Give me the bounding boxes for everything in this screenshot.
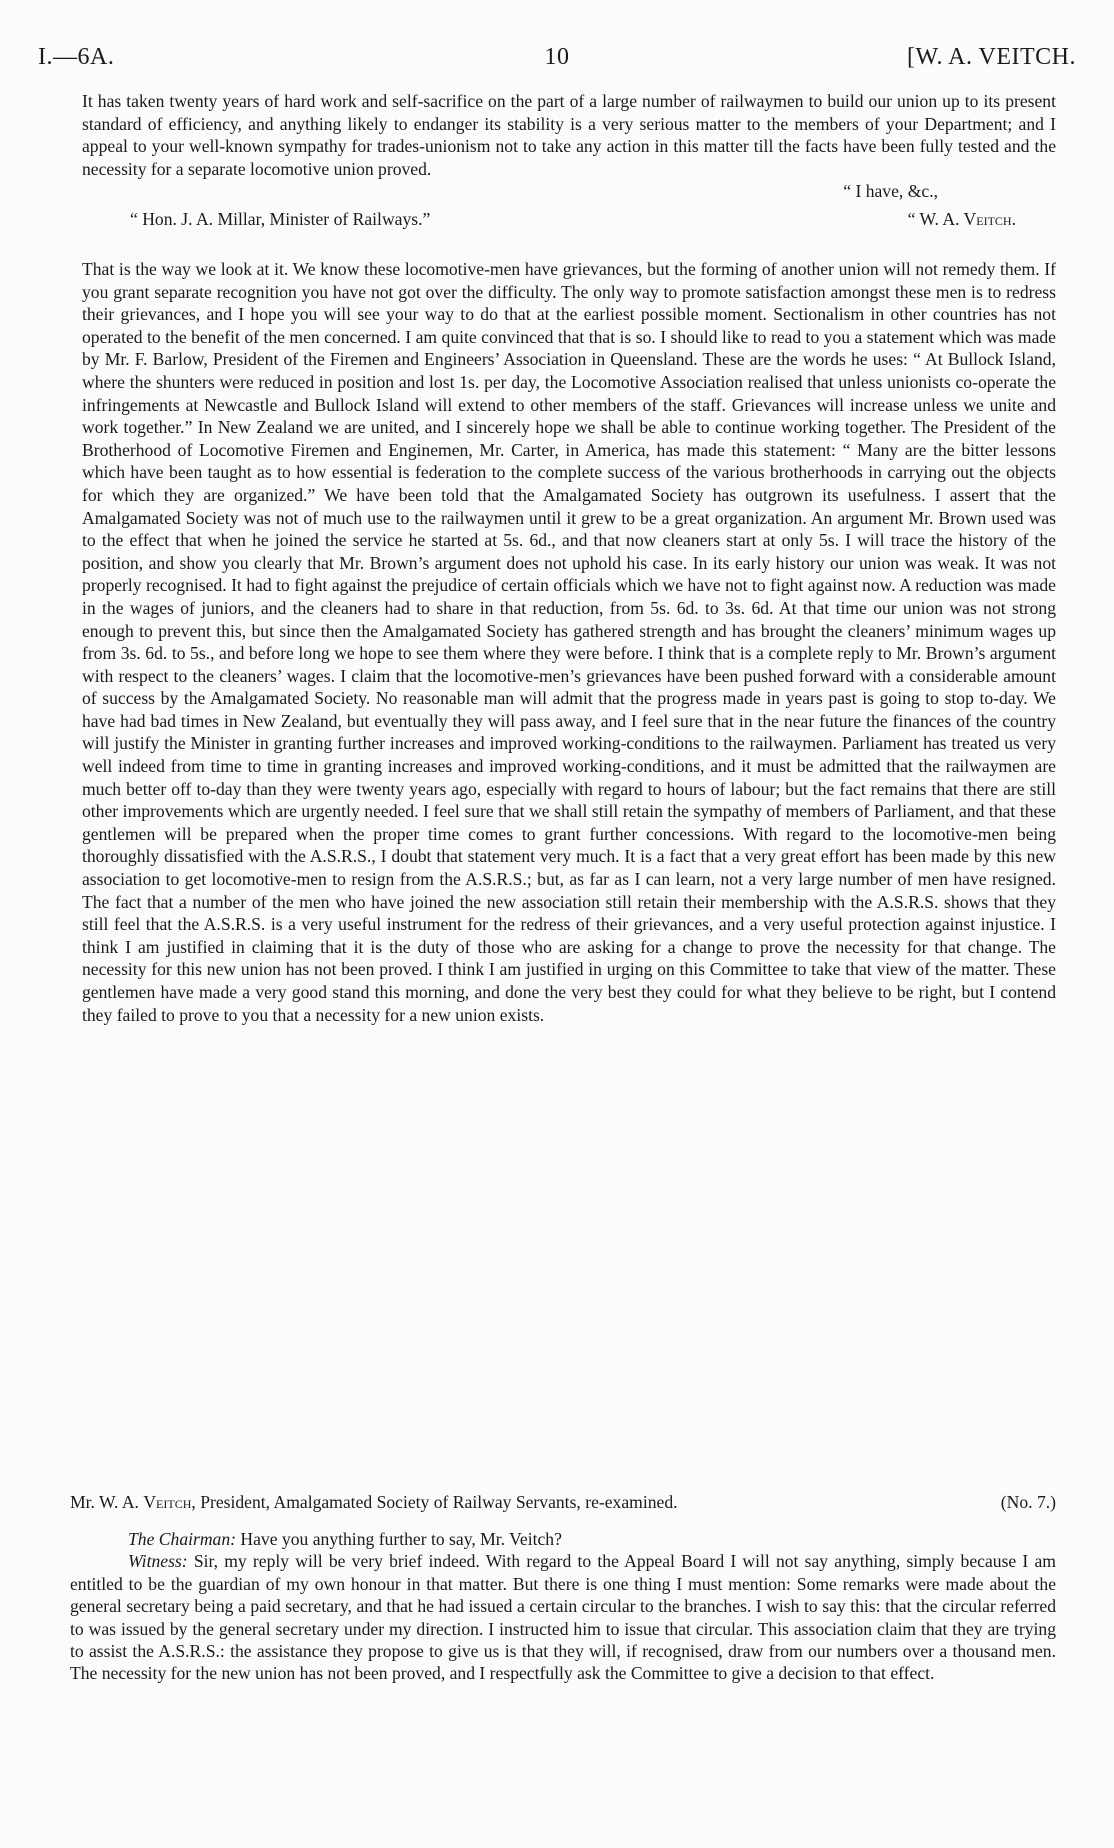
letter-signer: “ W. A. Veitch. [907,209,1016,230]
witness-heading [70,1491,1056,1513]
witness-answer-text: Sir, my reply will be very brief indeed. With regard to the Appeal Board I will not say anything, simply because I am entitled to be the guardian of my own honour in that matter. But there is one thing I must mention: Some remarks were made about the general secretary being a paid secretary, and that he had issued a certain circular to the branches. I wish to say this: that the circular referred to was issued by the general secretary under my direction. I instructed him to issue that circular. This association claim that they are trying to assist the A.S.R.S.: the assistance they propose to give us is that they will, if recognised, draw from our numbers over a thousand men. The necessity for the new union has not been proved, and I respectfully ask the Committee to give a decision to that effect. [70,1551,1056,1684]
statement-paragraph: That is the way we look at it. We know these locomotive-men have grievances, but the forming of another union will not remedy them. If you grant separate recognition you have not got over the difficulty. The only way to promote satisfaction amongst these men is to redress their grievances, and I hope you will see your way to do that at the earliest possible moment. Sectionalism in other countries has not operated to the benefit of the men concerned. I am quite convinced that that is so. I should like to read to you a statement which was made by Mr. F. Barlow, President of the Firemen and Engineers’ Association in Queensland. These are the words he uses: “ At Bullock Island, where the shunters were reduced in position and lost 1s. per day, the Locomotive Association realised that unless unionists co-operate the infringements at Newcastle and Bullock Island will extend to other members of the staff. Grievances will increase unless we unite and work together.” In New Zealand we are united, and I sincerely hope we shall be able to continue working together. The President of the Brotherhood of Locomotive Firemen and Enginemen, Mr. Carter, in America, has made this statement: “ Many are the bitter lessons which have been taught as to how essential is federation to the complete success of the various brotherhoods in carrying out the objects for which they are organized.” We have been told that the Amalgamated Society has outgrown its usefulness. I assert that the Amalgamated Society was not of much use to the railwaymen until it grew to be a great organization. An argument Mr. Brown used was to the effect that when he joined the service he started at 5s. 6d., and that now cleaners start at only 5s. I will trace the history of the position, and show you clearly that Mr. Brown’s argument does not uphold his case. In its early history our union was weak. It was not properly recognised. It had to fight against the prejudice of certain officials which we have not to fight against now. A reduction was made in the wages of juniors, and the cleaners had to share in that reduction, from 5s. 6d. to 3s. 6d. At that time our union was not strong enough to prevent this, but since then the Amalgamated Society has gathered strength and has brought the cleaners’ minimum wages up from 3s. 6d. to 5s., and before long we hope to see them where they were before. I think that is a complete reply to Mr. Brown’s argument with respect to the cleaners’ wages. I claim that the locomotive-men’s grievances have been pushed forward with a considerable amount of success by the Amalgamated Society. No reasonable man will admit that the progress made in years past is going to stop to-day. We have had bad times in New Zealand, but eventually they will pass away, and I feel sure that in the near future the finances of the country will justify the Minister in granting further increases and improved working-conditions to the railwaymen. Parliament has treated us very well indeed from time to time in granting increases and improved working-conditions, and it must be admitted that the railwaymen are much better off to-day than they were twenty years ago, especially with regard to hours of labour; but the fact remains that there are still other improvements which are urgently needed. I feel sure that we shall still retain the sympathy of members of Parliament, and that these gentlemen will be prepared when the proper time comes to grant further concessions. With regard to the locomotive-men being thoroughly dissatisfied with the A.S.R.S., I doubt that statement very much. It is a fact that a very great effort has been made by this new association to get locomotive-men to resign from the A.S.R.S.; but, as far as I can learn, not a very large number of men have resigned. The fact that a number of the men who have joined the new association still retain their membership with the A.S.R.S. shows that they still feel that the A.S.R.S. is a very useful instrument for the redress of their grievances, and a very useful protection against injustice. I think I am justified in claiming that it is the duty of those who are asking for a change to prove the necessity for that change. The necessity for this new union has not been proved. I think I am justified in urging on this Committee to take that view of the matter. These gentlemen have made a very good stand this morning, and done the very best they could for what they believe to be right, but I contend they failed to prove to you that a necessity for a new union exists. [82,259,1056,1025]
chairman-question-text: Have you anything further to say, Mr. Veitch? [236,1529,562,1549]
witness-label: Witness: [128,1551,188,1572]
statement-block [82,258,1056,1026]
page-header [38,44,1076,78]
page-number: 10 [544,44,570,70]
witness-heading-prefix: Mr. W. A. [70,1492,144,1512]
examination-block [70,1528,1056,1685]
witness-number: (No. 7.) [1000,1492,1056,1512]
witness-answer [70,1550,1056,1684]
chairman-label: The Chairman: [128,1529,237,1549]
letter-closing: “ I have, &c., [843,181,938,202]
letter-signature-row [82,208,1056,230]
witness-heading-title: , President, Amalgamated Society of Railway Servants, re-examined. [191,1492,678,1512]
letter-closing-row [82,180,1056,202]
chairman-question [70,1528,1056,1550]
witness-running-head: [W. A. VEITCH. [907,44,1076,70]
witness-heading-name: Veitch [143,1492,192,1512]
letter-paragraph: It has taken twenty years of hard work and self-sacrifice on the part of a large number of railwaymen to build our union up to its present standard of efficiency, and anything likely to endanger its stability is a very serious matter to the members of your Department; and I appeal to your well-known sympathy for trades-unionism not to take any action in this matter till the facts have been fully tested and the necessity for a separate locomotive union proved. [82,91,1056,179]
paper-reference: I.—6A. [38,44,115,70]
letter-addressee: “ Hon. J. A. Millar, Minister of Railways.” [130,209,431,230]
letter-block [82,90,1056,230]
